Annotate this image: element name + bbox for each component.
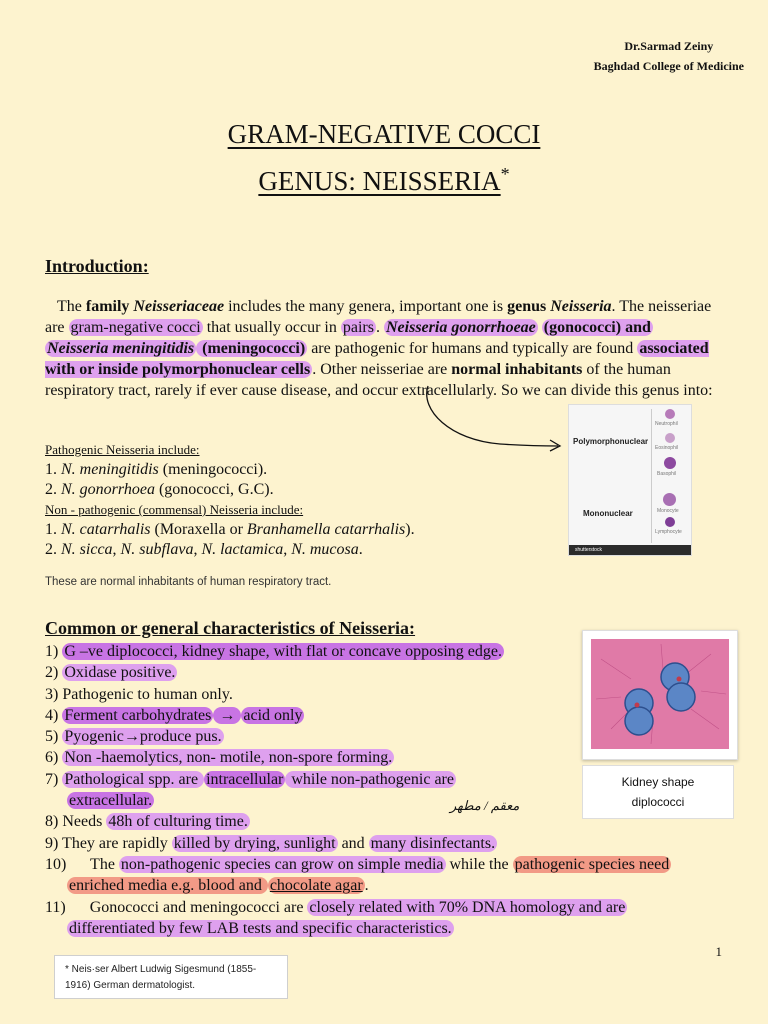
list-item: 1) G –ve diplococci, kidney shape, with flat or concave opposing edge. — [45, 643, 502, 660]
author-college: Baghdad College of Medicine — [593, 59, 744, 73]
leukocyte-figure: Polymorphonuclear Mononuclear Neutrophil Eosinophil Basophil Monocyte Lymphocyte shutterstock — [568, 404, 692, 556]
list-item: 9) They are rapidly killed by drying, sunlight and many disinfectants. — [45, 834, 496, 852]
list-item: 1. N. catarrhalis (Moraxella or Branhamella catarrhalis). — [45, 521, 415, 538]
lymphocyte-cell — [665, 517, 675, 527]
polymorphonuclear-label: Polymorphonuclear — [573, 437, 649, 446]
neisseria-classification — [45, 440, 565, 560]
handwritten-note: معقم / مطهر — [450, 798, 520, 813]
title-line-1: GRAM-NEGATIVE COCCI — [227, 119, 541, 149]
inhabitants-note: These are normal inhabitants of human respiratory tract. — [45, 576, 332, 588]
list-item: 3) Pathogenic to human only. — [45, 685, 233, 703]
nonpathogenic-heading: Non - pathogenic (commensal) Neisseria include: — [45, 502, 304, 517]
list-item: 11) Gonococci and meningococci are closely related with 70% DNA homology and are — [45, 898, 626, 916]
eosinophil-cell — [665, 433, 675, 443]
neutrophil-cell — [665, 409, 675, 419]
author-block — [594, 36, 744, 76]
list-item: 2. N. sicca, N. subflava, N. lactamica, N. mucosa. — [45, 541, 363, 558]
common-characteristics-heading: Common or general characteristics of Neisseria: — [45, 618, 416, 638]
list-item-continued: enriched media e.g. blood and chocolate agar . — [69, 877, 369, 895]
footnote-marker: * — [500, 164, 510, 184]
list-item: 4) Ferment carbohydrates → acid only — [45, 706, 303, 724]
author-name: Dr.Sarmad Zeiny — [624, 39, 714, 53]
list-item: 2. N. gonorrhoea (gonococci, G.C). — [45, 481, 274, 498]
diplococci-caption: Kidney shape diplococci — [582, 765, 734, 819]
list-item-continued: differentiated by few LAB tests and specific characteristics. — [69, 919, 452, 937]
diplococci-image — [591, 639, 729, 749]
introduction-paragraph: The family Neisseriaceae includes the many genera, important one is genus Neisseria. The neisseriae are gram-negative cocci that usually occur in pairs . Neisseria gonorrhoeae (gonococci) and Neisseria meningitidis (meningococci) are pathogenic for humans and typically are found associated with or inside polymorphonuclear cells . Other neisseriae are normal inhabitants of the human respiratory tract, rarely if ever cause disease, and occur extracellularly. So we can divide this genus into: — [45, 298, 713, 399]
mononuclear-label: Mononuclear — [583, 509, 633, 518]
monocyte-cell — [663, 493, 676, 506]
title-line-2: GENUS: NEISSERIA* — [258, 164, 510, 196]
list-item: 6) Non -haemolytics, non- motile, non-spore forming. — [45, 749, 393, 767]
introduction-heading: Introduction: — [45, 256, 149, 276]
page-number: 1 — [715, 944, 722, 959]
list-item-continued: extracellular. — [69, 792, 153, 810]
pathogenic-heading: Pathogenic Neisseria include: — [45, 442, 200, 457]
list-item: 7) Pathological spp. are intracellular while non-pathogenic are — [45, 770, 454, 788]
list-item: 2) Oxidase positive. — [45, 664, 176, 682]
watermark: shutterstock — [575, 547, 602, 553]
list-item: 1. N. meningitidis (meningococci). — [45, 461, 268, 478]
footnote-box: * Neis·ser Albert Ludwig Sigesmund (1855-1916) German dermatologist. — [54, 955, 288, 999]
list-item: 10) The non-pathogenic species can grow on simple media while the pathogenic species need — [45, 855, 670, 873]
diplococci-figure — [582, 630, 738, 760]
basophil-cell — [664, 457, 676, 469]
list-item: 5) Pyogenic→produce pus. — [45, 728, 222, 746]
list-item: 8) Needs 48h of culturing time. — [45, 813, 248, 831]
